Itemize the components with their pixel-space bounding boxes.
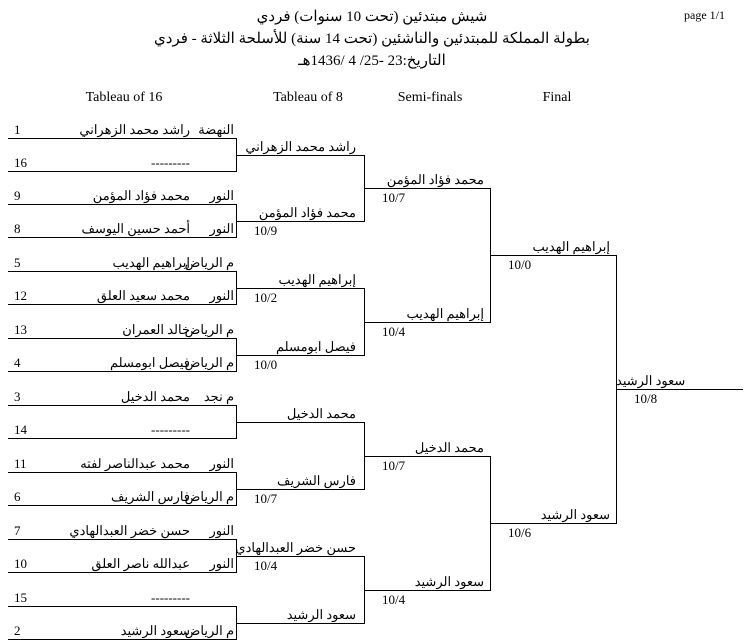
sf-name: سعود الرشيد (414, 574, 484, 589)
t16-line (8, 371, 236, 372)
sf-score: 10/4 (382, 592, 406, 607)
t16-name: حسن خضر العبدالهادي (69, 523, 190, 538)
sf-name: إبراهيم الهديب (406, 306, 484, 321)
final-name: إبراهيم الهديب (532, 239, 610, 254)
t16-club: النور (209, 456, 234, 471)
t8-line (236, 221, 364, 222)
t8-line (236, 288, 364, 289)
t8-name: راشد محمد الزهراني (245, 139, 356, 154)
t16-line (8, 639, 236, 640)
final-score: 10/6 (508, 525, 532, 540)
t16-line (8, 304, 236, 305)
sf-line (364, 456, 490, 457)
t16-line (8, 237, 236, 238)
t16-name: أحمد حسين اليوسف (81, 221, 190, 236)
t16-club: النور (209, 221, 234, 236)
t16-seed: 4 (14, 355, 21, 370)
t8-name: محمد فؤاد المؤمن (258, 205, 356, 220)
t8-score: 10/7 (254, 491, 278, 506)
t16-name: --------- (151, 422, 190, 437)
t8-name: حسن خضر العبدالهادي (235, 540, 356, 555)
sf-score: 10/4 (382, 324, 406, 339)
t8-name: إبراهيم الهديب (278, 272, 356, 287)
t16-club: م الرياض (184, 255, 234, 270)
t16-seed: 3 (14, 389, 21, 404)
t16-line (8, 472, 236, 473)
t16-seed: 10 (14, 556, 27, 571)
page-label: page 1/1 (684, 8, 725, 22)
t16-seed: 7 (14, 523, 21, 538)
t16-line (8, 505, 236, 506)
t16-name: فارس الشريف (111, 489, 190, 504)
t16-line (8, 405, 236, 406)
t16-line (8, 539, 236, 540)
t16-seed: 13 (14, 322, 27, 337)
t16-seed: 12 (14, 288, 27, 303)
title-line-3: التاريخ:23 -25/ 4 /1436هـ (298, 53, 446, 69)
t16-club: النور (209, 556, 234, 571)
title-line-1: شيش مبتدئين (تحت 10 سنوات) فردي (256, 9, 488, 25)
t16-seed: 6 (14, 489, 21, 504)
t16-seed: 9 (14, 188, 21, 203)
header-tableau-16: Tableau of 16 (85, 90, 163, 105)
t8-name: سعود الرشيد (286, 607, 356, 622)
t8-line (236, 355, 364, 356)
t16-club: النهضة (198, 122, 234, 137)
sf-score: 10/7 (382, 190, 406, 205)
t16-line (8, 138, 236, 139)
t16-line (8, 572, 236, 573)
t16-club: النور (209, 288, 234, 303)
final-line (490, 255, 616, 256)
t16-name: --------- (151, 155, 190, 170)
final-score: 10/0 (508, 257, 532, 272)
t8-line (236, 489, 364, 490)
t16-name: خالد العمران (122, 322, 190, 337)
t16-name: راشد محمد الزهراني (79, 122, 190, 137)
t16-club: م الرياض (184, 322, 234, 337)
t8-name: فيصل ابومسلم (276, 339, 356, 354)
t8-line (236, 422, 364, 423)
t16-club: م الرياض (184, 623, 234, 638)
t16-line (8, 171, 236, 172)
winner-line (616, 389, 743, 390)
t16-line (8, 338, 236, 339)
t16-club: النور (209, 188, 234, 203)
header-semi-finals: Semi-finals (397, 90, 463, 105)
t16-name: محمد الدخيل (120, 389, 190, 404)
t16-name: محمد عبدالناصر لفته (80, 456, 190, 471)
t8-name: فارس الشريف (277, 473, 356, 488)
t16-seed: 16 (14, 155, 27, 170)
winner-score: 10/8 (634, 391, 658, 406)
t8-line (236, 155, 364, 156)
t8-score: 10/2 (254, 290, 278, 305)
t16-seed: 5 (14, 255, 21, 270)
t8-line (236, 556, 364, 557)
sf-name: محمد فؤاد المؤمن (386, 172, 484, 187)
t16-line (8, 271, 236, 272)
title-line-2: بطولة المملكة للمبتدئين والناشئين (تحت 14 سنة) للأسلحة الثلاثة - فردي (154, 31, 590, 47)
t8-score: 10/9 (254, 223, 278, 238)
t16-club: م الرياض (184, 355, 234, 370)
t16-seed: 15 (14, 590, 27, 605)
t16-seed: 1 (14, 122, 21, 137)
final-line (490, 523, 616, 524)
winner-name: سعود الرشيد (616, 373, 686, 388)
t16-name: محمد سعيد العلق (96, 288, 190, 303)
t16-seed: 11 (14, 456, 27, 471)
t16-name: إبراهيم الهديب (112, 255, 190, 270)
t16-club: النور (209, 523, 234, 538)
t16-line (8, 606, 236, 607)
t16-club: م نجد (203, 389, 234, 404)
t16-name: فيصل ابومسلم (110, 355, 190, 370)
t8-score: 10/0 (254, 357, 278, 372)
t8-score: 10/4 (254, 558, 278, 573)
t16-seed: 14 (14, 422, 27, 437)
sf-line (364, 590, 490, 591)
t16-name: --------- (151, 590, 190, 605)
t16-name: محمد فؤاد المؤمن (92, 188, 190, 203)
final-name: سعود الرشيد (540, 507, 610, 522)
t8-line (236, 623, 364, 624)
t16-line (8, 204, 236, 205)
t16-club: م الرياض (184, 489, 234, 504)
t16-line (8, 438, 236, 439)
sf-line (364, 322, 490, 323)
t16-name: عبدالله ناصر العلق (91, 556, 190, 571)
t16-seed: 2 (14, 623, 21, 638)
sf-line (364, 188, 490, 189)
t16-seed: 8 (14, 221, 21, 236)
t16-name: سعود الرشيد (120, 623, 190, 638)
header-tableau-8: Tableau of 8 (273, 90, 343, 105)
sf-name: محمد الدخيل (414, 440, 484, 455)
sf-score: 10/7 (382, 458, 406, 473)
header-final: Final (542, 90, 572, 105)
t8-name: محمد الدخيل (286, 406, 356, 421)
